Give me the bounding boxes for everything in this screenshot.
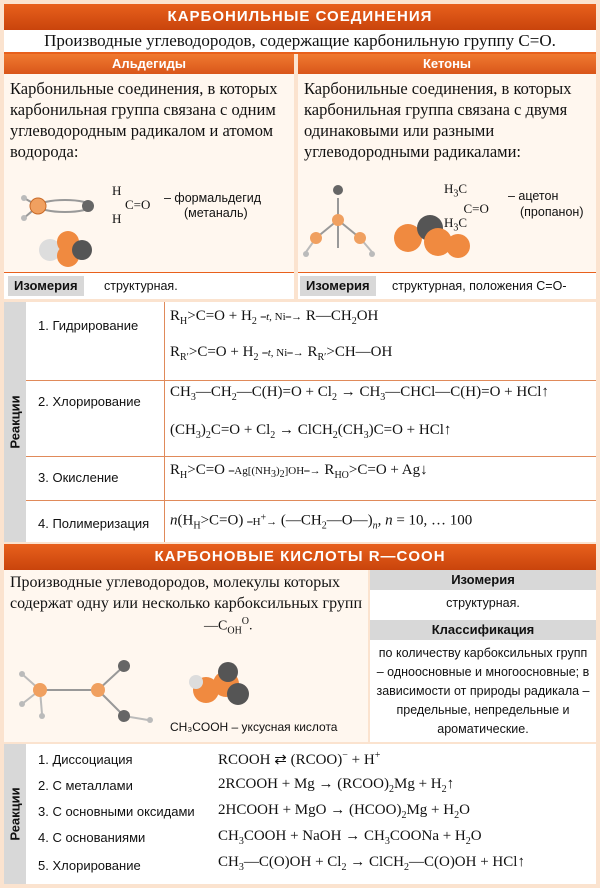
aldehydes-panel	[4, 54, 294, 272]
aldehydes-title: Альдегиды	[4, 54, 294, 74]
acid-reaction-name-chlorination: 5. Хлорирование	[38, 858, 141, 873]
formaldehyde-caption2: (метаналь)	[184, 206, 248, 220]
aldehydes-isomerism	[4, 272, 294, 299]
acid-reaction-eq-chlorination: $CH_3—C(O)OH + Cl_2$ → ClCH$_2$—C(O)OH + HCl↑	[218, 854, 525, 873]
acids-title: КАРБОНОВЫЕ КИСЛОТЫ R—COOH	[154, 548, 446, 565]
acid-reaction-name-bases: 4. С основаниями	[38, 830, 146, 845]
reaction-eq-chlorination-2: $(CH_3)_2C=O + Cl_2$ → $ClCH_2(CH_3)C=O$ + HCl↑	[170, 422, 452, 441]
carbonyl-banner	[4, 4, 596, 30]
formaldehyde-formula: H C=O H	[112, 183, 151, 226]
ketones-title: Кетоны	[298, 54, 596, 74]
reaction-eq-polymerization: $n(H_H>C=O)$ ⎯H+→ $(—CH_2—O—)_n$, n = 10, … 100	[170, 512, 473, 532]
acids-banner	[4, 544, 596, 570]
formaldehyde-caption: – формальдегид	[164, 191, 262, 205]
reaction-eq-chlorination-1: $CH_3—CH_2—C(H)=O + Cl_2$ → $CH_3—CHCl—C(H)=O$ + HCl↑	[170, 384, 549, 403]
acid-reaction-eq-dissociation: RCOOH ⇄ (RCOO)− + H+	[218, 750, 381, 768]
acid-reaction-eq-oxides: 2HCOOH + MgO → $(HCOO)_2Mg + H_2O$	[218, 802, 470, 821]
reaction-name-hydrogenation: 1. Гидрирование	[38, 318, 139, 333]
carbonyl-reactions	[4, 302, 596, 542]
acetic-acid-ballstick	[12, 654, 172, 738]
acetic-acid-spacefill	[184, 660, 264, 720]
acids-iso-label: Изомерия	[370, 570, 596, 590]
reaction-eq-hydrogenation-2: $R_{R'}>C=O + H_2$ ⎯t, Ni⎯→ $R_{R'}>CH—OH$	[170, 344, 393, 363]
acids-text: Производные углеводородов, молекулы которых содержат одну или несколько карбоксильных групп	[10, 574, 363, 612]
reaction-name-chlorination: 2. Хлорирование	[38, 394, 141, 409]
acetone-formula: $H_3C$ C=O $H_3C$	[444, 181, 489, 234]
ketones-iso-value: структурная, положения C=O-	[392, 279, 567, 293]
carbonyl-title: КАРБОНИЛЬНЫЕ СОЕДИНЕНИЯ	[167, 8, 433, 25]
aldehydes-iso-label: Изомерия	[8, 276, 84, 296]
acids-reactions	[4, 744, 596, 884]
carbonyl-definition: Производные углеводородов, содержащие карбонильную группу C=O.	[4, 30, 596, 54]
acid-reaction-eq-metals: 2RCOOH + $Mg \to (RCOO)_2Mg$ + $H_2↑$	[218, 776, 455, 795]
ketones-isomerism	[298, 272, 596, 299]
acid-reaction-name-oxides: 3. С основными оксидами	[38, 804, 195, 819]
reaction-eq-oxidation: $R_H>C=O$ $⎯Ag[(NH_3)_2]OH⎯\to R_{HO}>C=O$ + Ag↓	[170, 462, 428, 481]
acids-reactions-label: Реакции	[4, 744, 26, 884]
acids-class-label: Классификация	[370, 620, 596, 640]
acids-iso-value: структурная.	[446, 596, 520, 610]
aldehydes-iso-value: структурная.	[104, 279, 178, 293]
acids-side-panel	[370, 570, 596, 742]
carboxyl-group-formula: $—C_{OH}^O$.	[204, 616, 253, 637]
acetone-caption2: (пропанон)	[520, 205, 584, 219]
reaction-eq-hydrogenation-1: $R_H>C=O + H_2$ ⎯t, Ni⎯→ $R—CH_2OH$	[170, 308, 379, 327]
ketones-iso-label: Изомерия	[300, 276, 376, 296]
reaction-name-oxidation: 3. Окисление	[38, 470, 119, 485]
acetone-caption: – ацетон	[508, 189, 559, 203]
ketones-text: Карбонильные соединения, в которых карбонильная группа связана с двумя одинаковыми или разными углеводородными радикалами:	[304, 79, 572, 161]
acid-reaction-name-metals: 2. С металлами	[38, 778, 133, 793]
ketones-panel	[298, 54, 596, 272]
acid-reaction-name-dissociation: 1. Диссоциация	[38, 752, 133, 767]
acids-definition-panel	[4, 570, 368, 742]
carbonyl-reactions-label: Реакции	[4, 302, 26, 542]
aldehydes-text: Карбонильные соединения, в которых карбонильная группа связана с одним углеводородным радикалом и атомом водорода:	[10, 79, 278, 161]
acids-class-text: по количеству карбоксильных групп – одноосновные и многоосновные; в зависимости от природы радикала – предельные, непредельные и ароматические.	[376, 646, 590, 736]
acetic-acid-caption: CH₃COOH – уксусная кислота	[170, 720, 338, 734]
acid-reaction-eq-bases: $CH_3COOH$ + NaOH → $CH_3COONa + H_2O$	[218, 828, 482, 847]
reaction-name-polymerization: 4. Полимеризация	[38, 516, 150, 531]
